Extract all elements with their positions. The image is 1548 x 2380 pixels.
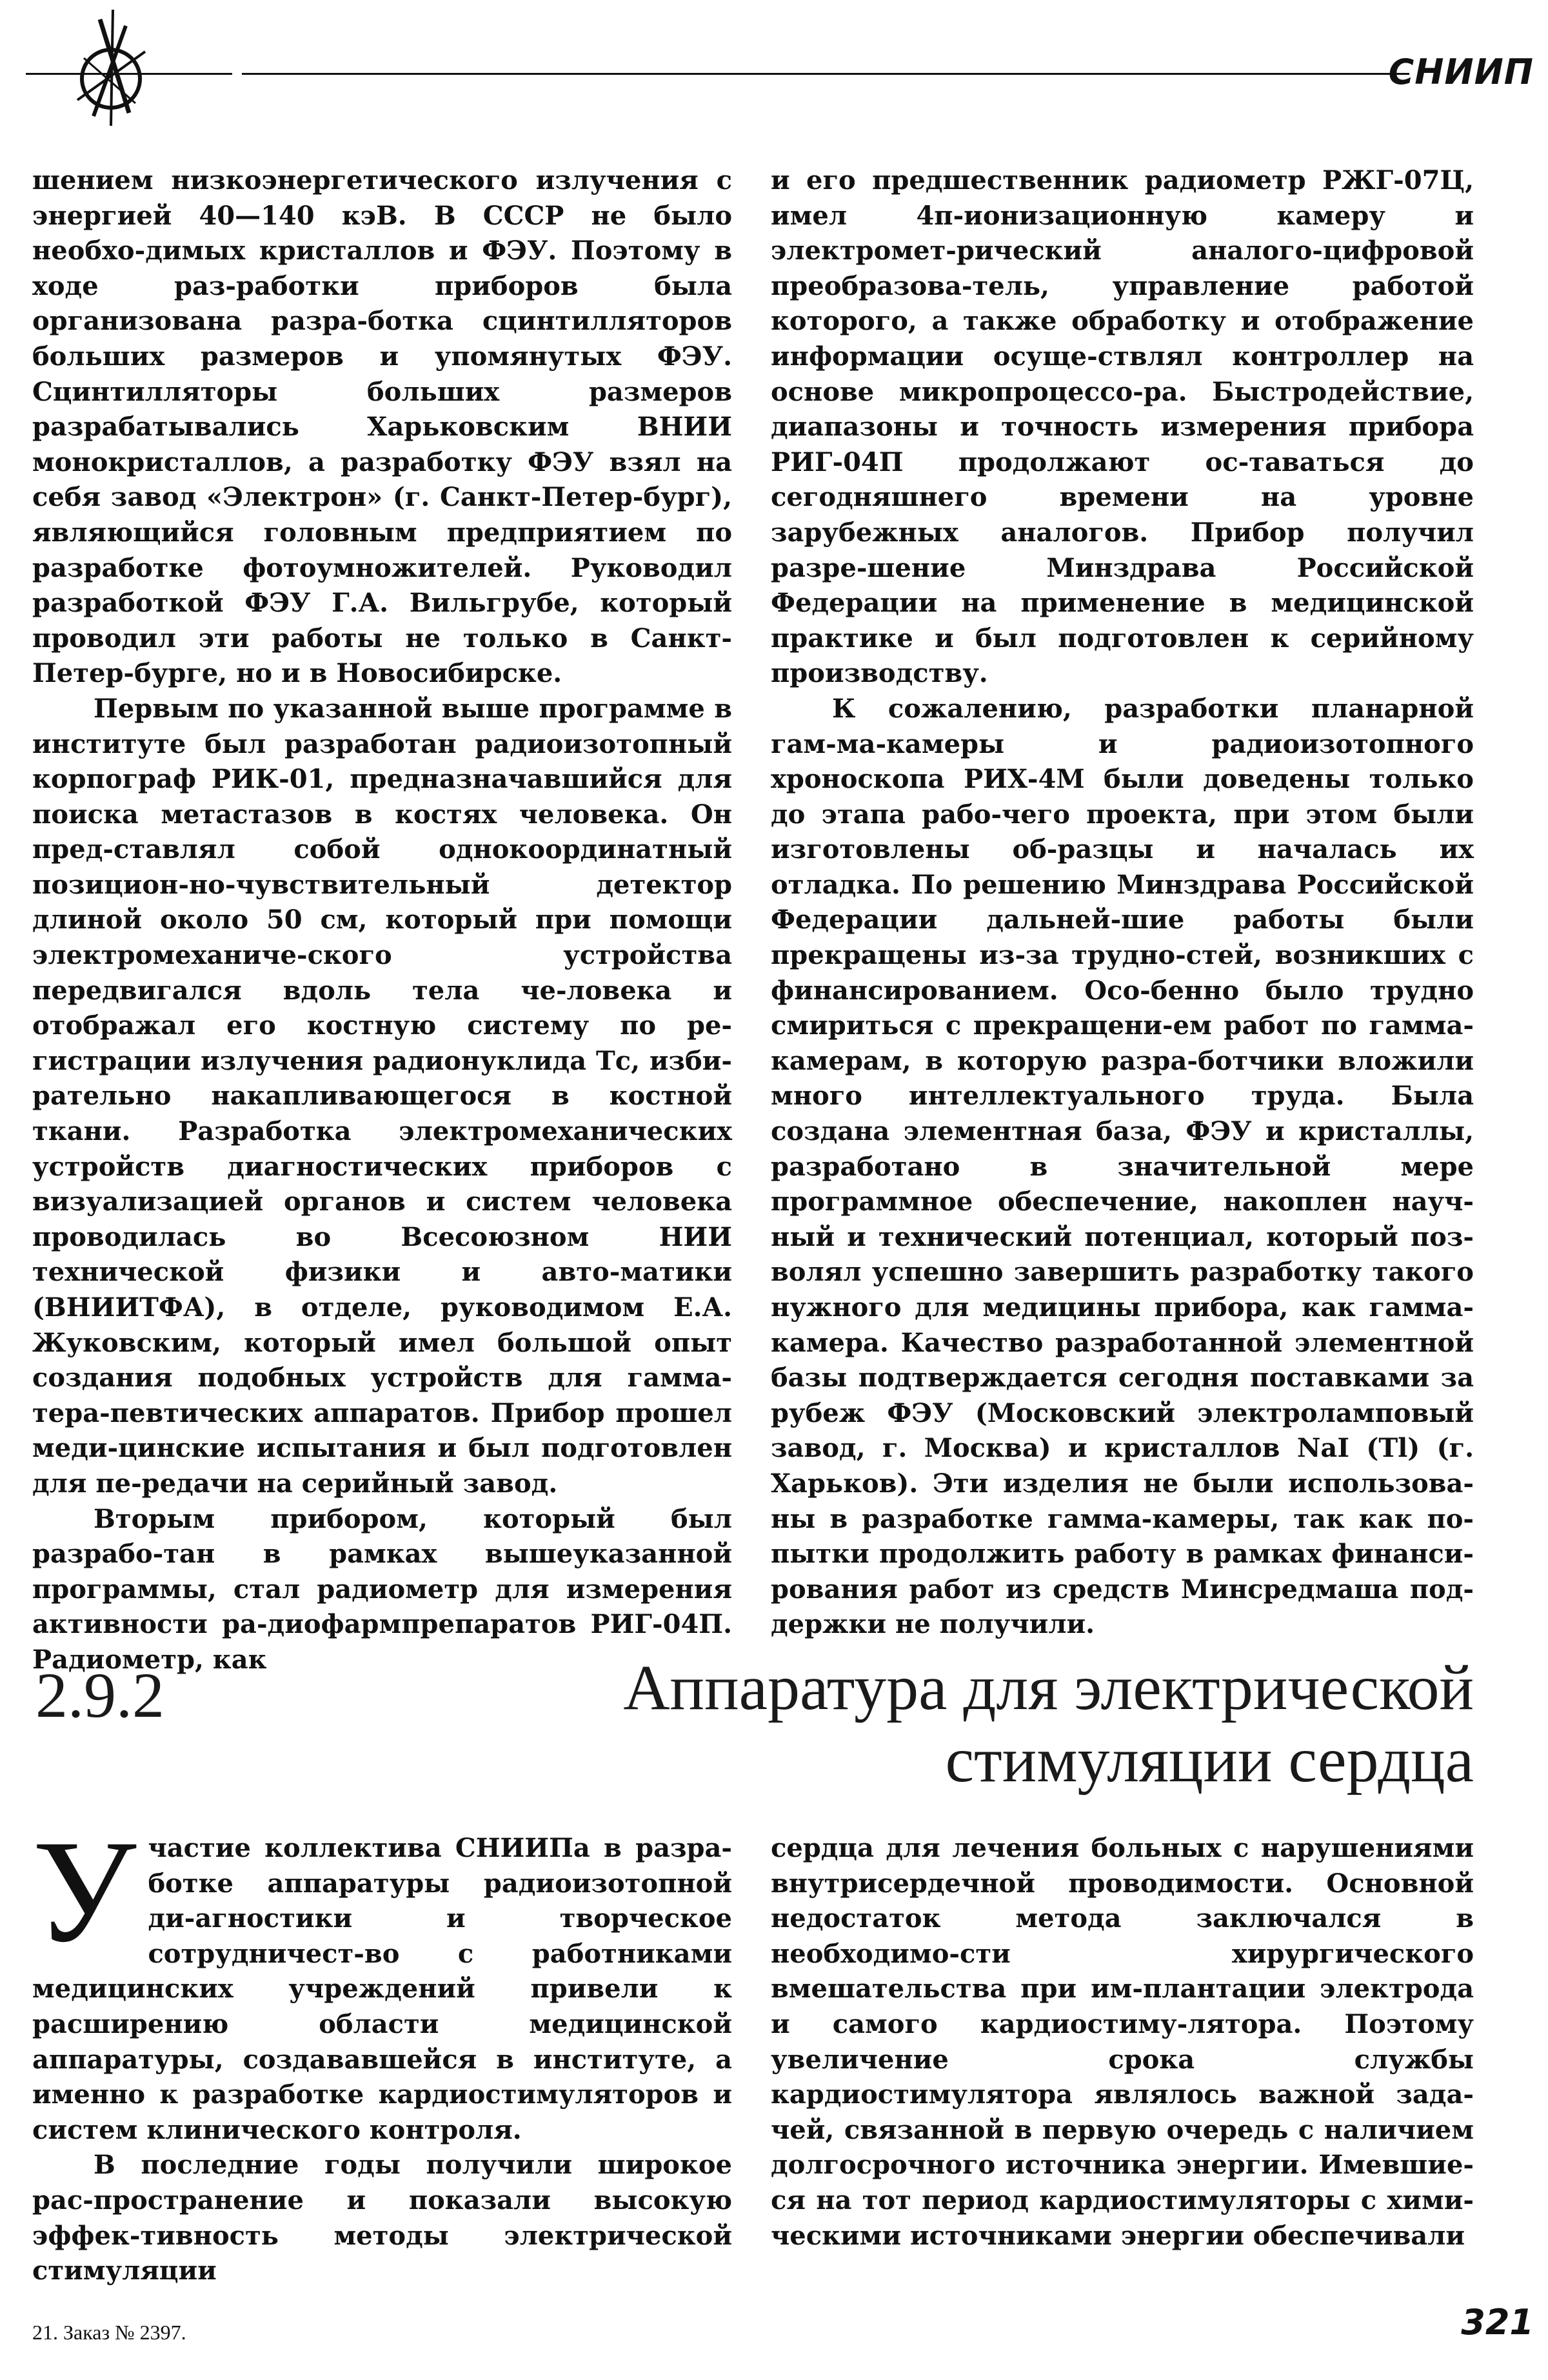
paragraph: сердца для лечения больных с нарушениями внутрисердечной проводимости. Основной недостаток метода заключался в необходимо-сти хирургического вмешательства при им-плантации электрода и самого кардиостиму-лятора. Поэтому увеличение срока службы кардиостимулятора являлось важной зада-чей, связанной в первую очередь с наличием долгосрочного источника энергии. Имевшие-ся на тот период кардиостимуляторы с хими-ческими источниками энергии обеспечивали [771, 1833, 1474, 2251]
section-title [506, 1652, 1474, 1796]
column-bottom-left [32, 1810, 732, 2289]
paragraph: Вторым прибором, который был разрабо-тан в рамках вышеуказанной программы, стал радиометр для измерения активности ра-диофармпрепаратов РИГ-04П. Радиометр, как [32, 1503, 732, 1675]
column-top-right [771, 163, 1474, 1643]
drop-cap: У [32, 1810, 137, 1973]
printer-signature: 21. Заказ № 2397. [32, 2321, 186, 2344]
sniip-logo-icon [39, 6, 174, 135]
column-bottom-right [771, 1831, 1474, 2254]
paragraph: и его предшественник радиометр РЖГ-07Ц, имел 4π-ионизационную камеру и электромет-рический аналого-цифровой преобразова-тель, управление работой которого, а также обработку и отображение информации осуще-ствлял контроллер на основе микропроцессо-ра. Быстродействие, диапазоны и точность измерения прибора РИГ-04П продолжают ос-таваться до сегодняшнего времени на уровне зарубежных аналогов. Прибор получил разре-шение Минздрава Российской Федерации на применение в медицинской практике и был подготовлен к серийному производству. [771, 165, 1474, 689]
section-title-line: стимуляции сердца [945, 1724, 1474, 1795]
page-number: 321 [1461, 2302, 1534, 2343]
paragraph: Первым по указанной выше программе в институте был разработан радиоизотопный корпограф РИК-01, предназначавшийся для поиска метастазов в костях человека. Он пред-ставлял собой однокоординатный позицион-но-чувствительный детектор длиной около 50 см, который при помощи электромеханиче-ского устройства передвигался вдоль тела че-ловека и отображал его костную систему по ре-гистрации излучения радионуклида Тс, изби-рательно накапливающегося в костной ткани. Разработка электромеханических устройств диагностических приборов с визуализацией органов и систем человека проводилась во Всесоюзном НИИ технической физики и авто-матики (ВНИИТФА), в отделе, руководимом Е.А. Жуковским, который имел большой опыт создания подобных устройств для гамма-тера-певтических аппаратов. Прибор прошел меди-цинские испытания и был подготовлен для пе-редачи на серийный завод. [32, 693, 732, 1499]
header-rule-left [26, 73, 232, 75]
paragraph: К сожалению, разработки планарной гам-ма-камеры и радиоизотопного хроноскопа РИХ-4М были доведены только до этапа рабо-чего проекта, при этом были изготовлены об-разцы и началась их отладка. По решению Минздрава Российской Федерации дальней-шие работы были прекращены из-за трудно-стей, возникших с финансированием. Осо-бенно было трудно смириться с прекращени-ем работ по гамма-камерам, в которую разра-ботчики вложили много интеллектуального труда. Была создана элементная база, ФЭУ и кристаллы, разработано в значительной мере программное обеспечение, накоплен науч-ный и технический потенциал, который поз-волял успешно завершить разработку такого нужного для медицины прибора, как гамма-камера. Качество разработанной элементной базы подтверждается сегодня поставками за рубеж ФЭУ (Московский электроламповый завод, г. Москва) и кристаллов NaI (Tl) (г. Харьков). Эти изделия не были использова-ны в разработке гамма-камеры, так как по-пытки продолжить работу в рамках финанси-рования работ из средств Минсредмаша под-держки не получили. [771, 693, 1474, 1640]
section-title-line: Аппаратура для электрической [623, 1652, 1474, 1723]
running-head: СНИИП [1388, 52, 1534, 92]
section-number: 2.9.2 [35, 1659, 164, 1731]
paragraph [32, 1810, 732, 2148]
header-rule-right [242, 73, 1409, 75]
column-top-left [32, 163, 732, 1678]
paragraph-text: частие коллектива СНИИПа в разра-ботке аппаратуры радиоизотопной ди-агностики и творческое сотрудничест-во с работниками медицинских учреждений привели к расширению области медицинской аппаратуры, создававшейся в институте, а именно к разработке кардиостимуляторов и систем клинического контроля. [32, 1833, 732, 2145]
paragraph: шением низкоэнергетического излучения с энергией 40—140 кэВ. В СССР не было необхо-димых кристаллов и ФЭУ. Поэтому в ходе раз-работки приборов была организована разра-ботка сцинтилляторов больших размеров и упомянутых ФЭУ. Сцинтилляторы больших размеров разрабатывались Харьковским ВНИИ монокристаллов, а разработку ФЭУ взял на себя завод «Электрон» (г. Санкт-Петер-бург), являющийся головным предприятием по разработке фотоумножителей. Руководил разработкой ФЭУ Г.А. Вильгрубе, который проводил эти работы не только в Санкт-Петер-бурге, но и в Новосибирске. [32, 165, 732, 689]
page-header [0, 0, 1548, 148]
paragraph: В последние годы получили широкое рас-пространение и показали высокую эффек-тивность методы электрической стимуляции [32, 2150, 732, 2286]
